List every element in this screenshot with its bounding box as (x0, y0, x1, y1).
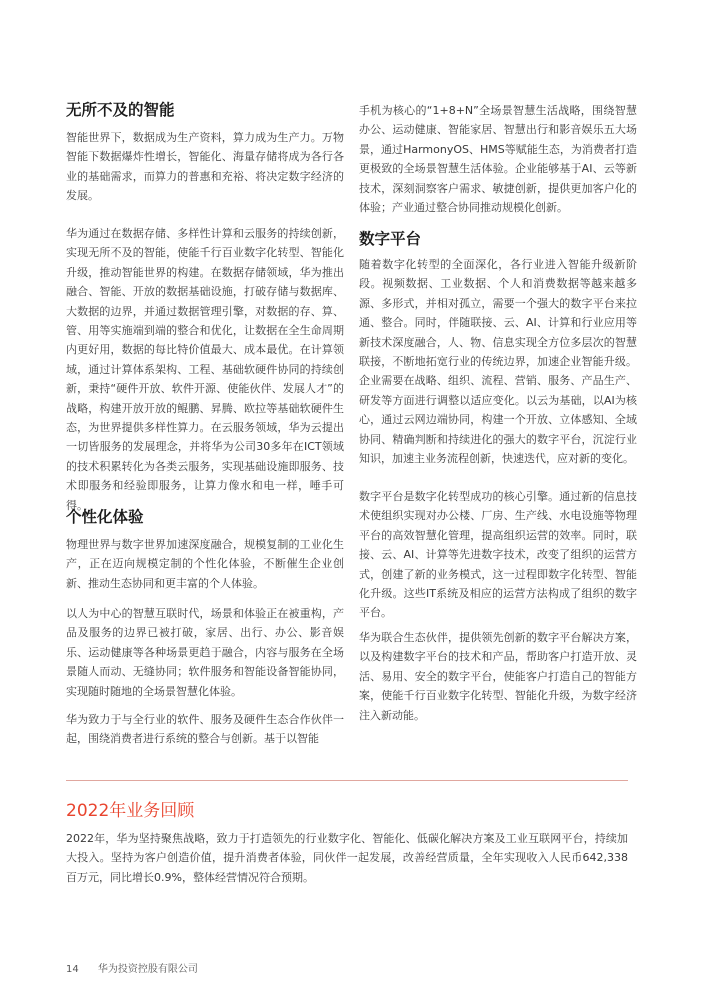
digital-platform-paragraph-3: 华为联合生态伙伴，提供领先创新的数字平台解决方案，以及构建数字平台的技术和产品，帮助客户打造开放、灵活、易用、安全的数字平台，使能客户打造自己的智能方案，使能千行百业数字化转型、智能化升级，为数字经济注入新动能。 (359, 631, 637, 722)
section-heading-intelligence: 无所不及的智能 (66, 101, 175, 119)
section-divider (66, 780, 628, 781)
section-heading-personalized-experience: 个性化体验 (66, 508, 144, 526)
intelligence-paragraph-2: 华为通过在数据存储、多样性计算和云服务的持续创新，实现无所不及的智能，使能千行百业数字化转型、智能化升级，推动智能世界的构建。在数据存储领域，华为推出融合、智能、开放的数据基础设施，打破存储与数据库、大数据的边界，并通过数据管理引擎，对数据的存、算、管、用等实施端到端的整合和优化，让数据在全生命周期内更好用，数据的每比特价值最大、成本最优。在计算领域，通过计算体系架构、工程、基础软硬件协同的持续创新，秉持“硬件开放、软件开源、使能伙伴、发展人才”的战略，构建开放开放的鲲鹏、昇腾、欧拉等基础软硬件生态，为世界提供多样性算力。在云服务领域，华为云提出一切皆服务的发展理念，并将华为公司30多年在ICT领域的技术积累转化为各类云服务，实现基础设施即服务、技术即服务和经验即服务，让算力像水和电一样，唾手可得。 (66, 227, 344, 512)
business-review-title: 2022年业务回顾 (66, 801, 195, 821)
page-footer (66, 960, 198, 975)
digital-platform-paragraph-1: 随着数字化转型的全面深化，各行业进入智能升级新阶段。视频数据、工业数据、个人和消费数据等越来越多源、多形式，并相对孤立，需要一个强大的数字平台来拉通、整合。同时，伴随联接、云、AI、计算和行业应用等新技术深度融合，人、物、信息实现全方位多层次的智慧联接，不断地拓宽行业的传统边界，加速企业智能升级。企业需要在战略、组织、流程、营销、服务、产品生产、研发等方面进行调整以适应变化。以云为基础，以AI为核心，通过云网边端协同，构建一个开放、立体感知、全域协同、精确判断和持续进化的强大的数字平台，沉淀行业知识，加速主业务流程创新，快速迭代，应对新的变化。 (359, 258, 637, 466)
continued-paragraph: 手机为核心的“1+8+N”全场景智慧生活战略，围绕智慧办公、运动健康、智能家居、智慧出行和影音娱乐五大场景，通过HarmonyOS、HMS等赋能生态，为消费者打造更极致的全场景智慧生活体验。企业能够基于AI、云等新技术，深刻洞察客户需求、敏捷创新，提供更加客户化的体验；产业通过整合协同推动规模化创新。 (359, 104, 637, 215)
footer-company-name: 华为投资控股有限公司 (97, 964, 198, 975)
personalized-paragraph-3: 华为致力于与全行业的软件、服务及硬件生态合作伙伴一起，围绕消费者进行系统的整合与创新。基于以智能 (66, 713, 344, 746)
section-heading-digital-platform: 数字平台 (359, 230, 422, 248)
digital-platform-paragraph-2: 数字平台是数字化转型成功的核心引擎。通过新的信息技术使组织实现对办公楼、厂房、生产线、水电设施等物理平台的高效智慧化管理，提高组织运营的效率。同时，联接、云、AI、计算等先进数字技术，改变了组织的运营方式，创建了新的业务模式，这一过程即数字化转型、智能化升级。这些IT系统及相应的运营方法构成了组织的数字平台。 (359, 490, 637, 620)
business-review-paragraph: 2022年，华为坚持聚焦战略，致力于打造领先的行业数字化、智能化、低碳化解决方案及工业互联网平台，持续加大投入。坚持为客户创造价值，提升消费者体验，同伙伴一起发展，改善经营质量，全年实现收入人民币642,338百万元，同比增长0.9%，整体经营情况符合预期。 (66, 832, 628, 884)
intelligence-paragraph-1: 智能世界下，数据成为生产资料，算力成为生产力。万物智能下数据爆炸性增长，智能化、海量存储将成为各行各业的基础需求，而算力的普惠和充裕、将决定数字经济的发展。 (66, 131, 344, 203)
personalized-paragraph-1: 物理世界与数字世界加速深度融合，规模复制的工业化生产，正在迈向规模定制的个性化体验，不断催生企业创新、推动生态协同和更丰富的个人体验。 (66, 538, 344, 590)
personalized-paragraph-2: 以人为中心的智慧互联时代，场景和体验正在被重构，产品及服务的边界已被打破，家居、出行、办公、影音娱乐、运动健康等各种场景更趋于融合，内容与服务在全场景随人而动、无缝协同；软件服务和智能设备智能协同，实现随时随地的全场景智慧化体验。 (66, 607, 344, 698)
page-number: 14 (66, 964, 79, 975)
